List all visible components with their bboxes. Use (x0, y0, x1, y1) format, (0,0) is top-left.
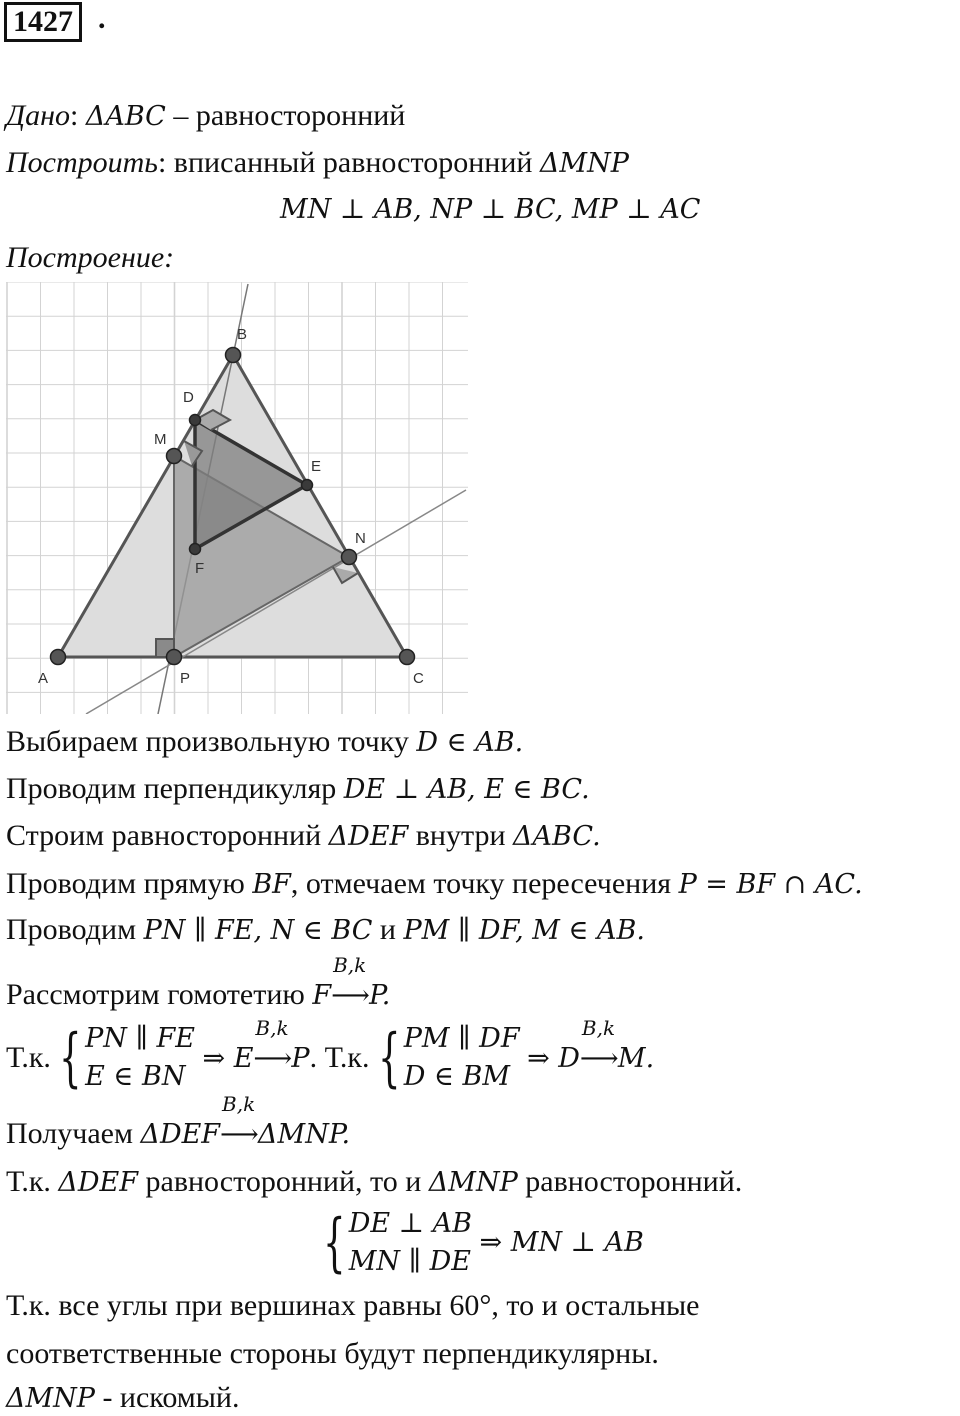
point-p (167, 650, 182, 665)
construct-label: Построить (6, 146, 158, 179)
step-7-implies-2: ⇒ D (527, 1043, 580, 1074)
step-1-end: . (514, 727, 524, 758)
system-3-line-2: MN ∥ DE (348, 1246, 471, 1277)
step-9-math-2: ΔMNP (428, 1167, 518, 1198)
step-1 (6, 724, 523, 760)
step-7-to-2: M (617, 1043, 646, 1074)
step-7-end: . (645, 1043, 655, 1074)
given-rest: – равносторонний (165, 99, 406, 132)
construct-triangle: ΔMNP (539, 148, 629, 179)
system-3 (349, 1205, 472, 1281)
step-2 (6, 771, 590, 807)
point-label-p: P (180, 670, 191, 687)
step-3-end: . (592, 821, 601, 852)
step-3-math-1: ΔDEF (328, 821, 409, 852)
point-label-f: F (195, 560, 205, 577)
point-a (51, 650, 66, 665)
construction-label: Построение (6, 241, 165, 274)
step-11-line-2: соответственные стороны будут перпендикулярны. (6, 1337, 659, 1370)
step-9-text-3: равносторонний. (517, 1165, 743, 1198)
step-4-text-2: , отмечаем точку пересечения (290, 867, 679, 900)
arrow-symbol: ⟶ (220, 1119, 259, 1150)
homothety-label: B,k (255, 1016, 289, 1040)
step-5 (6, 912, 645, 948)
step-7-tk-1: Т.к. (6, 1041, 59, 1074)
point-label-m: M (154, 431, 167, 448)
step-3-math-2: ΔABC (513, 821, 593, 852)
system-brace: { (323, 1206, 346, 1280)
step-6-text: Рассмотрим гомотетию (6, 978, 313, 1011)
point-label-n: N (355, 530, 366, 547)
step-5-text-2: и (372, 913, 404, 946)
step-8-text: Получаем (6, 1117, 141, 1150)
system-3-line-1: DE ⊥ AB (348, 1208, 472, 1239)
step-1-text: Выбираем произвольную точку (6, 725, 417, 758)
step-4-math-2: P = BF ∩ AC (678, 869, 855, 900)
problem-number-dot: . (98, 2, 106, 35)
construction-colon: : (164, 241, 175, 274)
system-1-line-2: E ∈ BN (85, 1061, 186, 1092)
arrow-symbol: ⟶ (579, 1043, 619, 1074)
given-line (6, 98, 405, 134)
arrow-symbol: ⟶ (331, 980, 370, 1011)
system-2-line-1: PM ∥ DF (403, 1023, 520, 1054)
step-8 (6, 1092, 351, 1152)
step-9-math-1: ΔDEF (58, 1167, 138, 1198)
arrow-symbol: ⟶ (253, 1043, 293, 1074)
homothety-arrow (579, 1016, 619, 1076)
step-8-to: ΔMNP (258, 1119, 342, 1150)
homothety-arrow (253, 1016, 293, 1076)
construct-rest: : вписанный равносторонний (157, 146, 540, 179)
system-brace: { (59, 1021, 82, 1095)
point-label-c: C (413, 670, 424, 687)
step-10-implies: ⇒ MN ⊥ AB (479, 1226, 644, 1258)
construct-line (6, 145, 629, 181)
step-7 (6, 1016, 655, 1096)
point-f (190, 544, 201, 555)
step-7-tk-2: . Т.к. (309, 1041, 377, 1074)
step-9-text-1: Т.к. (6, 1165, 59, 1198)
homothety-label: B,k (581, 1016, 616, 1040)
given-colon: : (69, 99, 86, 132)
step-8-end: . (341, 1119, 351, 1150)
step-12-math: ΔMNP (6, 1383, 95, 1414)
step-2-math: DE ⊥ AB, E ∈ BC (343, 774, 582, 805)
step-4-end: . (854, 869, 863, 900)
step-8-from: ΔDEF (140, 1119, 221, 1150)
step-5-math-2: PM ∥ DF, M ∈ AB (403, 915, 637, 946)
point-d (190, 415, 201, 426)
homothety-label: B,k (333, 953, 367, 977)
conditions: MN ⊥ AB, NP ⊥ BC, MP ⊥ AC (280, 194, 701, 225)
homothety-arrow (220, 1092, 259, 1152)
homothety-arrow (331, 953, 370, 1013)
point-label-a: A (38, 670, 49, 687)
step-6-from: F (312, 980, 332, 1011)
point-label-e: E (311, 458, 322, 475)
step-4-text-1: Проводим прямую (6, 867, 253, 900)
homothety-label: B,k (222, 1092, 256, 1116)
point-c (400, 650, 415, 665)
step-6-to: P (369, 980, 382, 1011)
given-label: Дано (6, 99, 70, 132)
step-5-end: . (636, 915, 645, 946)
step-2-text: Проводим перпендикуляр (6, 772, 344, 805)
step-1-math: D ∈ AB (416, 727, 515, 758)
step-4-math-1: BF (252, 869, 291, 900)
step-6 (6, 953, 391, 1013)
point-label-d: D (183, 389, 194, 406)
step-4 (6, 866, 863, 902)
system-brace: { (378, 1021, 401, 1095)
step-3-text-1: Строим равносторонний (6, 819, 329, 852)
system-2-line-2: D ∈ BM (403, 1061, 511, 1092)
step-12-text: - искомый. (94, 1381, 240, 1414)
point-m (167, 449, 182, 464)
given-triangle: ΔABC (85, 101, 166, 132)
step-9-text-2: равносторонний, то и (138, 1165, 429, 1198)
point-e (302, 480, 313, 491)
point-b (226, 348, 241, 363)
problem-number: 1427 (4, 2, 82, 42)
step-3-text-2: внутри (408, 819, 514, 852)
system-1-line-1: PN ∥ FE (85, 1023, 195, 1054)
system-2 (404, 1020, 520, 1096)
point-label-b: B (237, 326, 248, 343)
system-1 (85, 1020, 195, 1096)
step-7-to-1: P (291, 1043, 310, 1074)
point-n (342, 550, 357, 565)
step-9 (6, 1164, 742, 1200)
step-11-line-1: Т.к. все углы при вершинах равны 60°, то и остальные (6, 1289, 700, 1322)
step-2-end: . (581, 774, 590, 805)
construction-figure (6, 282, 468, 714)
step-5-math-1: PN ∥ FE, N ∈ BC (143, 915, 373, 946)
step-3 (6, 818, 601, 854)
step-7-implies-1: ⇒ E (202, 1043, 254, 1074)
step-5-text-1: Проводим (6, 913, 144, 946)
construction-label-line (6, 240, 174, 276)
step-6-end: . (381, 980, 391, 1011)
step-10 (322, 1205, 644, 1281)
